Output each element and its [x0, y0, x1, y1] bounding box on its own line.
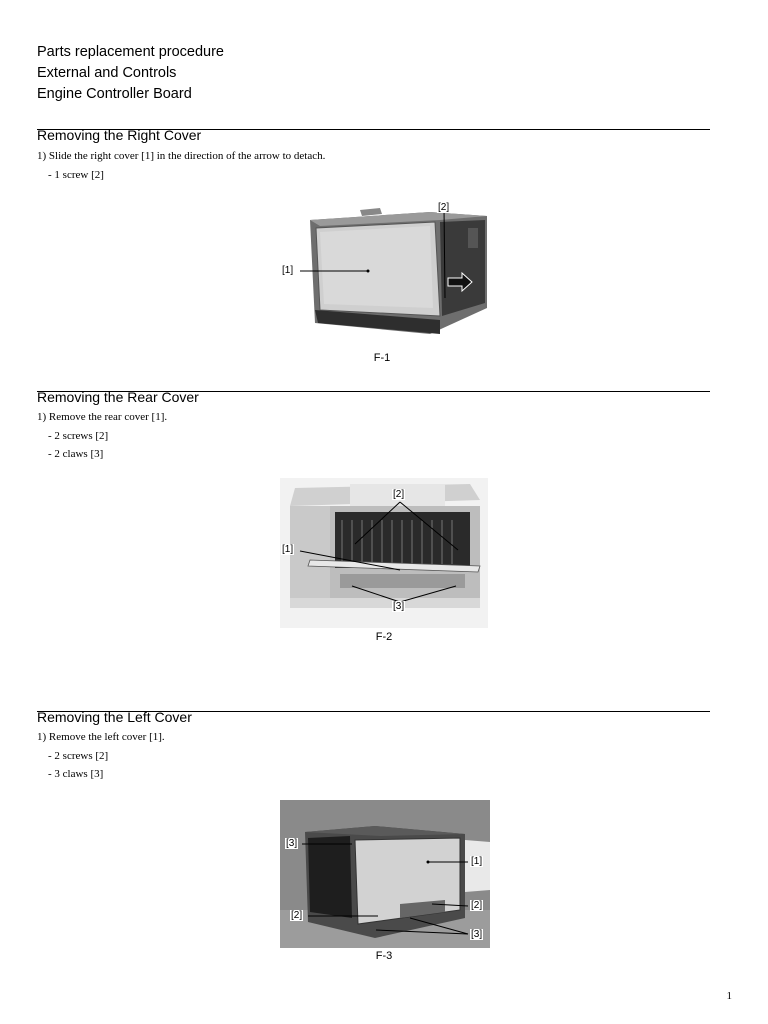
printer-right-side-illustration — [280, 198, 492, 344]
step-text: 1) Slide the right cover [1] in the direction of the arrow to detach. — [37, 150, 326, 162]
section-title-left-cover: Removing the Left Cover — [37, 709, 192, 725]
figure-right-cover-photo — [280, 198, 492, 344]
sub-step-text: - 3 claws [3] — [48, 768, 104, 780]
callout-label: [3] — [471, 929, 483, 940]
printer-left-side-illustration — [280, 800, 490, 948]
figure-rear-cover-photo — [280, 478, 488, 628]
section-rule — [37, 129, 710, 130]
sub-step-text: - 2 claws [3] — [48, 448, 104, 460]
step-text: 1) Remove the left cover [1]. — [37, 731, 165, 743]
figure-caption: F-3 — [375, 950, 393, 962]
sub-step-text: - 2 screws [2] — [48, 430, 109, 442]
printer-rear-illustration — [280, 478, 488, 628]
section-title-right-cover: Removing the Right Cover — [37, 127, 202, 143]
callout-label: [3] — [286, 838, 298, 849]
callout-label: [3] — [393, 601, 405, 612]
figure-caption: F-2 — [375, 631, 393, 643]
section-rule — [37, 391, 710, 392]
figure-left-cover-photo — [280, 800, 490, 948]
sub-step-text: - 1 screw [2] — [48, 169, 104, 181]
callout-label: [2] — [291, 910, 303, 921]
section-rule — [37, 711, 710, 712]
callout-label: [2] — [471, 900, 483, 911]
callout-label: [2] — [393, 489, 405, 500]
callout-label: [1] — [471, 856, 483, 867]
doc-header-line-1: Parts replacement procedure — [37, 44, 224, 60]
doc-header-line-3: Engine Controller Board — [37, 86, 192, 102]
page-number: 1 — [726, 990, 732, 1002]
section-title-rear-cover: Removing the Rear Cover — [37, 389, 199, 405]
callout-label: [1] — [282, 544, 294, 555]
sub-step-text: - 2 screws [2] — [48, 750, 109, 762]
doc-header-line-2: External and Controls — [37, 65, 177, 81]
step-text: 1) Remove the rear cover [1]. — [37, 411, 168, 423]
callout-label: [2] — [438, 202, 450, 213]
figure-caption: F-1 — [373, 352, 391, 364]
callout-label: [1] — [282, 265, 294, 276]
